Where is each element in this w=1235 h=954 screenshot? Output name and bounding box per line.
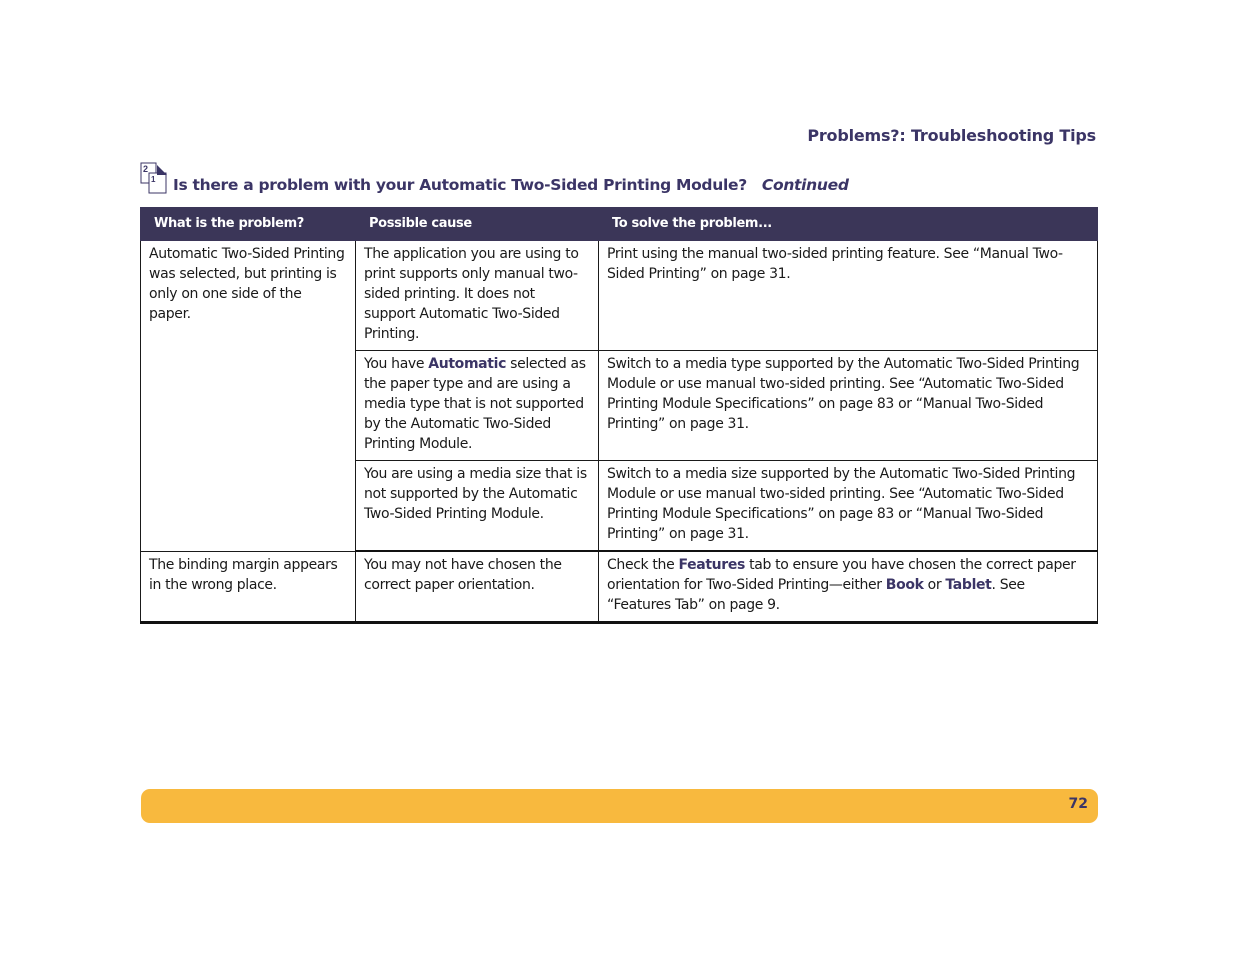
cause-cell: The application you are using to print supports only manual two-sided printing. It does not support Automatic Two-Sided Printing. [356,241,599,351]
svg-text:2: 2 [143,164,148,174]
troubleshooting-table [140,207,1098,624]
cause-cell: You may not have chosen the correct paper orientation. [356,551,599,623]
table-header-row [141,208,1098,241]
svg-text:1: 1 [151,175,156,184]
footer-bar [141,789,1098,823]
table-row [141,551,1098,623]
column-header-solution: To solve the problem... [599,208,1098,241]
cause-cell: You have Automatic selected as the paper type and are using a media type that is not supported by the Automatic Two-Sided Printing Module. [356,351,599,461]
cause-cell: You are using a media size that is not supported by the Automatic Two-Sided Printing Module. [356,461,599,552]
page-number: 72 [1068,796,1088,812]
automatic-keyword: Automatic [428,356,507,372]
section-title [140,162,849,194]
title-text: Is there a problem with your Automatic Two-Sided Printing Module? [173,176,747,194]
column-header-problem: What is the problem? [141,208,356,241]
title-continued: Continued [761,176,849,194]
tablet-keyword: Tablet [945,577,992,593]
features-keyword: Features [678,557,745,573]
solution-cell: Check the Features tab to ensure you have chosen the correct paper orientation for Two-Sided Printing—either Book or Tablet. See “Features Tab” on page 9. [599,551,1098,623]
book-keyword: Book [885,577,924,593]
problem-cell: The binding margin appears in the wrong place. [141,551,356,623]
column-header-cause: Possible cause [356,208,599,241]
problem-cell: Automatic Two-Sided Printing was selected, but printing is only on one side of the paper. [141,241,356,552]
table-row [141,241,1098,351]
solution-cell: Print using the manual two-sided printing feature. See “Manual Two-Sided Printing” on page 31. [599,241,1098,351]
running-header: Problems?: Troubleshooting Tips [807,126,1096,145]
solution-cell: Switch to a media type supported by the Automatic Two-Sided Printing Module or use manual two-sided printing. See “Automatic Two-Sided Printing Module Specifications” on page 83 or “Manual Two-Sided Printing” on page 31. [599,351,1098,461]
two-sided-document-icon [140,162,168,194]
solution-cell: Switch to a media size supported by the Automatic Two-Sided Printing Module or use manual two-sided printing. See “Automatic Two-Sided Printing Module Specifications” on page 83 or “Manual Two-Sided Printing” on page 31. [599,461,1098,552]
